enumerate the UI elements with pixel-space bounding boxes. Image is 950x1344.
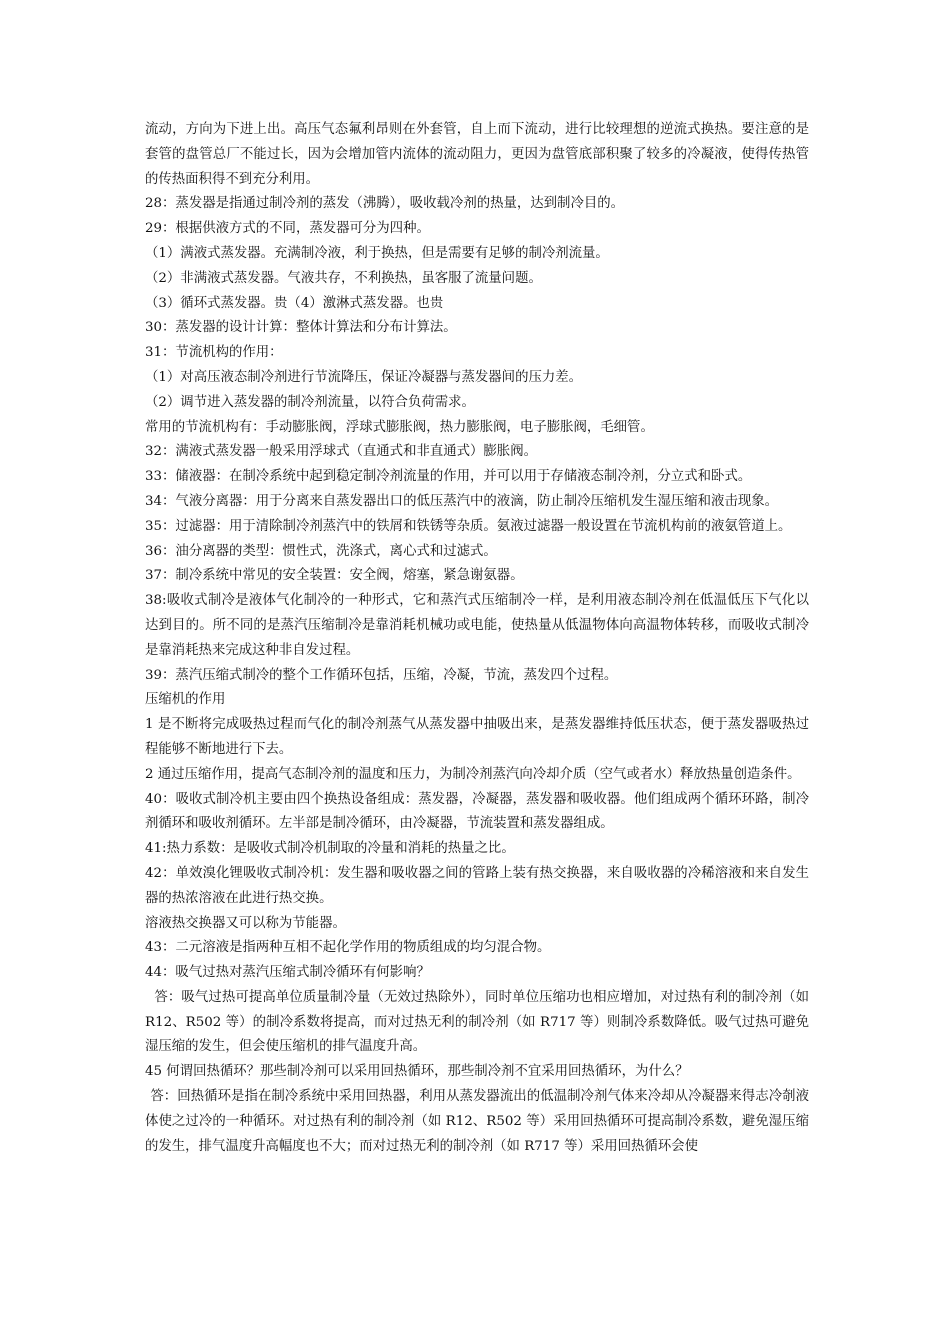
paragraph: 29：根据供液方式的不同，蒸发器可分为四种。 (145, 221, 430, 237)
paragraph: 34：气液分离器：用于分离来自蒸发器出口的低压蒸汽中的液滴，防止制冷压缩机发生湿压缩和液击现象。 (145, 493, 779, 509)
paragraph: 37：制冷系统中常见的安全装置：安全阀，熔塞，紧急谢氨器。 (145, 568, 524, 584)
paragraph: （1）满液式蒸发器。充满制冷液，利于换热，但是需要有足够的制冷剂流量。 (145, 245, 609, 261)
paragraph: 43：二元溶液是指两种互相不起化学作用的物质组成的均匀混合物。 (145, 940, 551, 956)
paragraph: 31：节流机构的作用： (145, 345, 283, 361)
paragraph: 1 是不断将完成吸热过程而气化的制冷剂蒸气从蒸发器中抽吸出来，是蒸发器维持低压状态，便于蒸发器吸热过程能够不断地进行下去。 (145, 717, 809, 757)
paragraph: 41:热力系数：是吸收式制冷机制取的冷量和消耗的热量之比。 (145, 841, 515, 857)
paragraph: 36：油分离器的类型：惯性式，洗涤式，离心式和过滤式。 (145, 543, 497, 559)
paragraph: 30：蒸发器的设计计算：整体计算法和分布计算法。 (145, 320, 457, 336)
paragraph: 常用的节流机构有：手动膨胀阀，浮球式膨胀阀，热力膨胀阀，电子膨胀阀，毛细管。 (145, 419, 654, 435)
paragraph: 45 何谓回热循环？那些制冷剂可以采用回热循环，那些制冷剂不宜采用回热循环，为什么？ (145, 1064, 689, 1080)
document-body (145, 118, 809, 1159)
paragraph: （2）调节进入蒸发器的制冷剂流量，以符合负荷需求。 (145, 394, 475, 410)
paragraph: 40：吸收式制冷机主要由四个换热设备组成：蒸发器，冷凝器，蒸发器和吸收器。他们组成两个循环环路，制冷剂循环和吸收剂循环。左半部是制冷循环，由冷凝器，节流装置和蒸发器组成。 (145, 791, 809, 832)
paragraph: 流动，方向为下进上出。高压气态氟利昂则在外套管，自上而下流动，进行比较理想的逆流式换热。要注意的是套管的盘管总厂不能过长，因为会增加管内流体的流动阻力，更因为盘管底部积聚了较多的冷凝液，使得传热管的传热面积得不到充分利用。 (145, 122, 809, 187)
paragraph: 2 通过压缩作用，提高气态制冷剂的温度和压力，为制冷剂蒸汽向冷却介质（空气或者水）释放热量创造条件。 (145, 766, 801, 782)
answer-paragraph: 答：吸气过热可提高单位质量制冷量（无效过热除外），同时单位压缩功也相应增加，对过热有利的制冷剂（如 R12、R502 等）的制冷系数将提高，而对过热无利的制冷剂（如 R717 等）则制冷系数降低。吸气过热可避免湿压缩的发生，但会使压缩机的排气温度升高。 (145, 989, 809, 1055)
paragraph: （2）非满液式蒸发器。气液共存，不利换热，虽客服了流量问题。 (145, 270, 542, 286)
paragraph: 42：单效溴化锂吸收式制冷机：发生器和吸收器之间的管路上装有热交换器，来自吸收器的冷稀溶液和来自发生器的热浓溶液在此进行热交换。 (145, 865, 809, 906)
paragraph: 39：蒸汽压缩式制冷的整个工作循环包括，压缩，冷凝，节流，蒸发四个过程。 (145, 667, 618, 683)
paragraph: 压缩机的作用 (145, 692, 226, 708)
paragraph: 38:吸收式制冷是液体气化制冷的一种形式，它和蒸汽式压缩制冷一样，是利用液态制冷剂在低温低压下气化以达到目的。所不同的是蒸汽压缩制冷是靠消耗机械功或电能，使热量从低温物体向高温物体转移，而吸收式制冷是靠消耗热来完成这种非自发过程。 (145, 593, 809, 658)
paragraph: 28：蒸发器是指通过制冷剂的蒸发（沸腾），吸收载冷剂的热量，达到制冷目的。 (145, 196, 625, 212)
answer-paragraph: 答：回热循环是指在制冷系统中采用回热器，利用从蒸发器流出的低温制冷剂气体来冷却从冷凝器来得志冷剞液体使之过冷的一种循环。对过热有利的制冷剂（如 R12、R502 等）采用回热循环可提高制冷系数，避免湿压缩的发生，排气温度升高幅度也不大；而对过热无利的制冷剂（如 R717 等）采用回热循环会使 (145, 1089, 809, 1154)
paragraph: （3）循环式蒸发器。贵（4）激淋式蒸发器。也贵 (145, 295, 444, 311)
paragraph: （1）对高压液态制冷剂进行节流降压，保证冷凝器与蒸发器间的压力差。 (145, 369, 583, 385)
paragraph: 33：储液器：在制冷系统中起到稳定制冷剂流量的作用，并可以用于存储液态制冷剂，分立式和卧式。 (145, 469, 752, 485)
paragraph: 32：满液式蒸发器一般采用浮球式（直通式和非直通式）膨胀阀。 (145, 444, 537, 460)
paragraph: 44：吸气过热对蒸汽压缩式制冷循环有何影响？ (145, 965, 430, 981)
paragraph: 35：过滤器：用于清除制冷剂蒸汽中的铁屑和铁锈等杂质。氨液过滤器一般设置在节流机构前的液氨管道上。 (145, 518, 792, 534)
paragraph: 溶液热交换器又可以称为节能器。 (145, 915, 346, 931)
